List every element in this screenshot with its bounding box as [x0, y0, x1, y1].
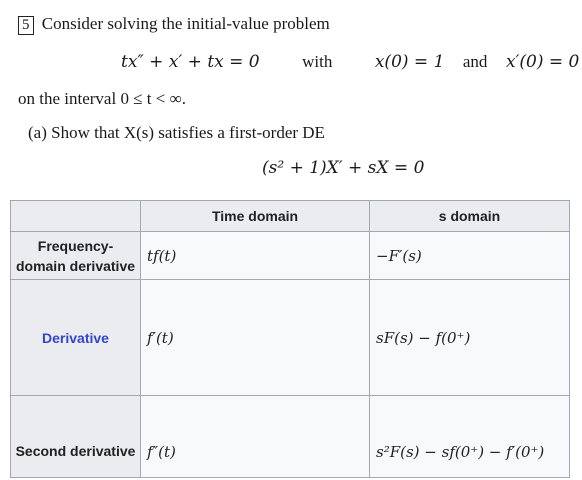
table-row — [11, 232, 570, 280]
time-domain-cell: tf(t) — [141, 232, 370, 280]
part-a-line: (a) Show that X(s) satisfies a first-order DE — [28, 123, 325, 142]
row-label-line2: domain derivative — [15, 257, 136, 274]
problem-intro-line — [18, 14, 330, 35]
s-domain-cell: −F′(s) — [370, 232, 570, 280]
laplace-properties-table — [10, 200, 570, 478]
table-row — [11, 280, 570, 396]
table-header-row — [11, 201, 570, 232]
and-word: and — [462, 52, 488, 71]
row-label-line1: Frequency- — [37, 237, 114, 254]
interval-line: on the interval 0 ≤ t < ∞. — [18, 89, 186, 108]
with-word: with — [302, 52, 333, 71]
ivp-line — [121, 52, 579, 72]
s-domain-cell: sF(s) − f(0⁺) — [370, 280, 570, 396]
first-order-de: (s² + 1)X′ + sX = 0 — [262, 158, 425, 178]
row-label-second-derivative: Second derivative — [11, 396, 141, 478]
header-s-domain: s domain — [370, 201, 570, 232]
time-domain-cell: f″(t) — [141, 396, 370, 478]
header-corner — [11, 201, 141, 232]
row-label-frequency-domain-derivative — [11, 232, 141, 280]
ivp-equation: tx″ + x′ + tx = 0 — [121, 52, 260, 72]
problem-number: 5 — [18, 16, 34, 35]
problem-intro: Consider solving the initial-value problem — [41, 14, 330, 33]
problem-statement — [0, 0, 582, 200]
initial-condition-2: x′(0) = 0 — [505, 52, 580, 72]
row-label-derivative-link[interactable]: Derivative — [11, 280, 141, 396]
initial-condition-1: x(0) = 1 — [374, 52, 445, 72]
time-domain-cell: f′(t) — [141, 280, 370, 396]
s-domain-cell: s²F(s) − sf(0⁺) − f′(0⁺) — [370, 396, 570, 478]
header-time-domain: Time domain — [141, 201, 370, 232]
table-row — [11, 396, 570, 478]
